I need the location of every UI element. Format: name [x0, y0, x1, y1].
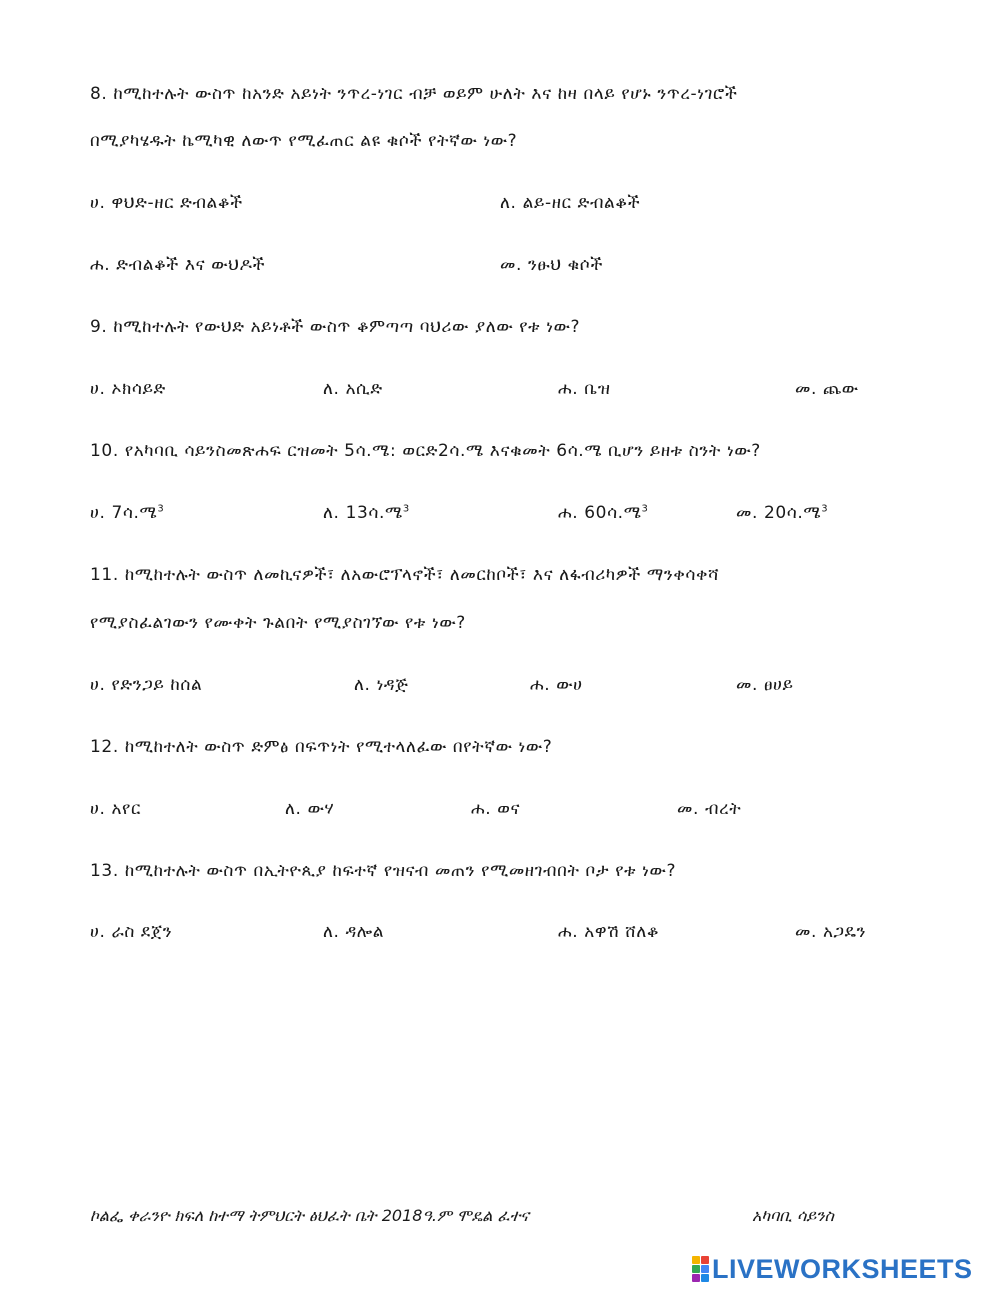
liveworksheets-logo[interactable] — [692, 1252, 973, 1286]
logo-block — [701, 1265, 709, 1273]
liveworksheets-logo-icon — [692, 1256, 708, 1282]
q10-option-a-text: ሀ. 7ሳ.ሜ — [90, 503, 158, 523]
q12-option-c[interactable]: ሐ. ወና — [471, 799, 521, 819]
q9-option-b[interactable]: ለ. አሲድ — [323, 379, 383, 399]
q13-option-c[interactable]: ሐ. አዋሽ ሸለቆ — [558, 922, 660, 942]
q10-option-b-text: ለ. 13ሳ.ሜ — [323, 503, 403, 523]
q9-option-a[interactable]: ሀ. ኦክሳይድ — [90, 379, 166, 399]
q9-option-d[interactable]: መ. ጨው — [795, 379, 859, 399]
q10-option-c[interactable] — [558, 503, 649, 523]
logo-block — [701, 1274, 709, 1282]
footer-subject: አካባቢ ሳይንስ — [752, 1206, 834, 1225]
question-9-line-1: 9. ከሚከተሉት የውህድ አይነቶች ውስጥ ቆምጣጣ ባህሪው ያለው የቱ ነው? — [90, 317, 581, 337]
logo-block — [692, 1265, 700, 1273]
q8-option-a[interactable]: ሀ. ዋህድ-ዘር ድብልቆች — [90, 193, 243, 213]
question-8-line-1: 8. ከሚከተሉት ውስጥ ከአንድ አይነት ንጥረ-ነገር ብቻ ወይም ሁለት እና ከዛ በላይ የሆኑ ንጥረ-ነገሮች — [90, 84, 738, 104]
q11-option-c[interactable]: ሐ. ውሀ — [530, 675, 583, 695]
q10-option-d-text: መ. 20ሳ.ሜ — [736, 503, 822, 523]
question-12-line-1: 12. ከሚከተለት ውስጥ ድምፅ በፍጥነት የሚተላለፈው በየትኛው ነው? — [90, 737, 553, 757]
liveworksheets-logo-text: LIVEWORKSHEETS — [712, 1253, 973, 1284]
question-8-line-2: በሚያካሄዱት ኬሚካዊ ለውጥ የሚፈጠር ልዩ ቁሶች የትኛው ነው? — [90, 131, 518, 151]
q10-option-a[interactable] — [90, 503, 164, 523]
q10-option-c-exponent: 3 — [641, 503, 649, 515]
q13-option-b[interactable]: ለ. ዳሎል — [323, 922, 385, 942]
q12-option-d[interactable]: መ. ብረት — [677, 799, 742, 819]
q8-option-d[interactable]: መ. ንፁህ ቁሶች — [500, 255, 603, 275]
question-11-line-1: 11. ከሚከተሉት ውስጥ ለመኪናዎች፣ ለአውሮፕላኖች፣ ለመርከቦች፣ እና ለፋብሪካዎች ማንቀሳቀሻ — [90, 565, 720, 585]
q10-option-a-exponent: 3 — [157, 503, 165, 515]
q11-option-b[interactable]: ለ. ነዳጅ — [354, 675, 409, 695]
q12-option-b[interactable]: ለ. ውሃ — [285, 799, 335, 819]
q10-option-b-exponent: 3 — [402, 503, 410, 515]
footer-school: ኮልፌ ቀራንዮ ክፍለ ከተማ ትምህርት ፅህፈት ቤት 2018ዓ.ም ሞዴል ፈተና — [90, 1206, 529, 1225]
q10-option-d-exponent: 3 — [821, 503, 829, 515]
q10-option-d[interactable] — [736, 503, 828, 523]
q12-option-a[interactable]: ሀ. አየር — [90, 799, 141, 819]
q10-option-c-text: ሐ. 60ሳ.ሜ — [558, 503, 642, 523]
question-11-line-2: የሚያስፈልገውን የሙቀት ጉልበት የሚያስገኘው የቱ ነው? — [90, 613, 466, 633]
logo-block — [692, 1274, 700, 1282]
q13-option-a[interactable]: ሀ. ራስ ደጀን — [90, 922, 173, 942]
q10-option-b[interactable] — [323, 503, 410, 523]
q11-option-a[interactable]: ሀ. የድንጋይ ከሰል — [90, 675, 203, 695]
q11-option-d[interactable]: መ. ፀሀይ — [736, 675, 794, 695]
question-10-line-1: 10. የአካባቢ ሳይንስመጽሐፍ ርዝመት 5ሳ.ሜ: ወርድ2ሳ.ሜ እናቁመት 6ሳ.ሜ ቢሆን ይዘቱ ስንት ነው? — [90, 441, 761, 461]
question-13-line-1: 13. ከሚከተሉት ውስጥ በኢትዮጲያ ከፍተኛ የዝናብ መጠን የሚመዘገብበት ቦታ የቱ ነው? — [90, 861, 677, 881]
q8-option-b[interactable]: ለ. ልይ-ዘር ድብልቆች — [500, 193, 641, 213]
q13-option-d[interactable]: መ. አጋዴን — [795, 922, 867, 942]
logo-block — [701, 1256, 709, 1264]
q9-option-c[interactable]: ሐ. ቤዝ — [558, 379, 611, 399]
q8-option-c[interactable]: ሐ. ድብልቆች እና ውህዶች — [90, 255, 266, 275]
logo-block — [692, 1256, 700, 1264]
